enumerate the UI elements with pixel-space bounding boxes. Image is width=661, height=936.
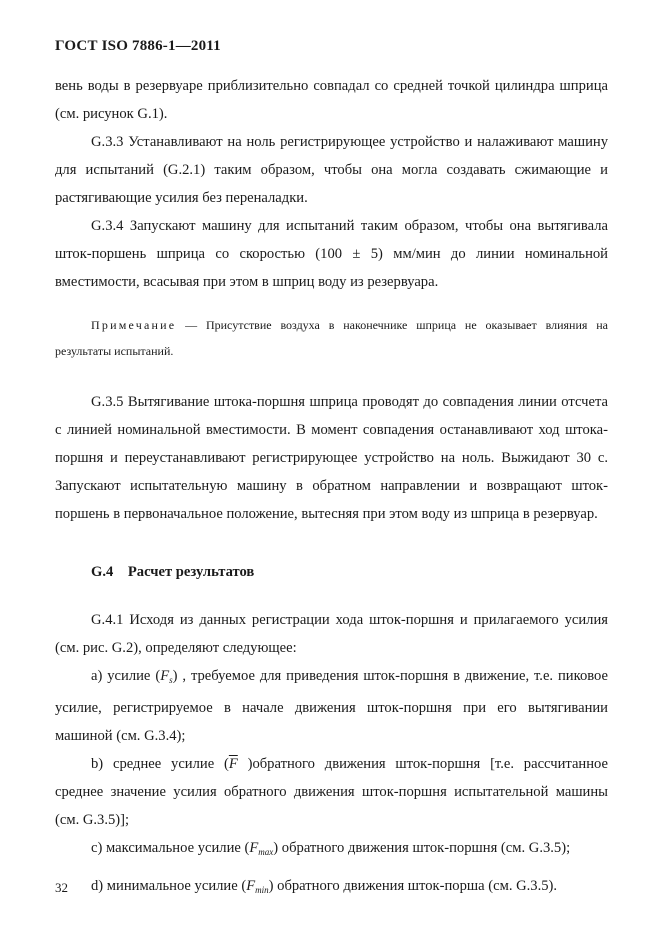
text-block-1 [55, 72, 608, 296]
note-text: — Присутствие воздуха в наконечнике шприца не оказывает влияния на результаты испытаний. [55, 318, 608, 358]
list-item-d: d) минимальное усилие $(F_{min})$ обратного движения шток-порша (см. G.3.5). [91, 878, 558, 895]
section-heading [91, 564, 254, 581]
note-block [55, 312, 608, 364]
text-block-3 [55, 606, 608, 904]
text-block-2 [55, 388, 608, 528]
section-title: Расчет результатов [127, 564, 255, 580]
paragraph-continuation: вень воды в резервуаре приблизительно совпадал со средней точкой цилиндра шприца (см. рисунок G.1). [55, 78, 608, 122]
note-paragraph [55, 312, 608, 364]
paragraph-g35: G.3.5 Вытягивание штока-поршня шприца проводят до совпадения линии отсчета с линией номинальной вместимости. В момент совпадения останавливают ход штока-поршня и переустанавливают регистрирующее устройство на ноль. Выжидают 30 с. Запускают испытательную машину в обратном направлении и возвращают шток-поршень в первоначальное положение, вытесняя при этом воду из шприца в резервуар. [55, 394, 608, 522]
list-item-c: c) максимальное усилие $(F_{max})$ обратного движения шток-поршня (см. G.3.5); [91, 840, 571, 857]
paragraph-g33: G.3.3 Устанавливают на ноль регистрирующее устройство и налаживают машину для испытаний (G.2.1) таким образом, чтобы она могла создавать сжимающие и растягивающие усилия без переналадки. [55, 134, 608, 206]
list-item-a: a) усилие $(F_s)$ , требуемое для приведения шток-поршня в движение, т.е. пиковое усилие, регистрируемое в начале движения шток-поршня при его вытягивании машиной (см. G.3.4); [55, 668, 608, 744]
page-number: 32 [55, 880, 68, 895]
section-number: G.4 [91, 564, 114, 580]
list-item-b: b) среднее усилие ($\overline{F}$ )обратного движения шток-поршня [т.е. рассчитанное среднее значение усилия обратного движения шток-поршня испытательной машины (см. G.3.5)]; [55, 756, 608, 828]
paragraph-g34: G.3.4 Запускают машину для испытаний таким образом, чтобы она вытягивала шток-поршень шприца со скоростью (100 ± 5) мм/мин до линии номинальной вместимости, всасывая при этом в шприц воду из резервуара. [55, 218, 608, 290]
paragraph-g41: G.4.1 Исходя из данных регистрации хода шток-поршня и прилагаемого усилия (см. рис. G.2), определяют следующее: [55, 612, 608, 656]
mean-force-symbol: $\overline{F}$ [228, 756, 238, 772]
document-header: ГОСТ ISO 7886-1—2011 [55, 38, 221, 54]
note-label: Примечание [91, 318, 177, 332]
